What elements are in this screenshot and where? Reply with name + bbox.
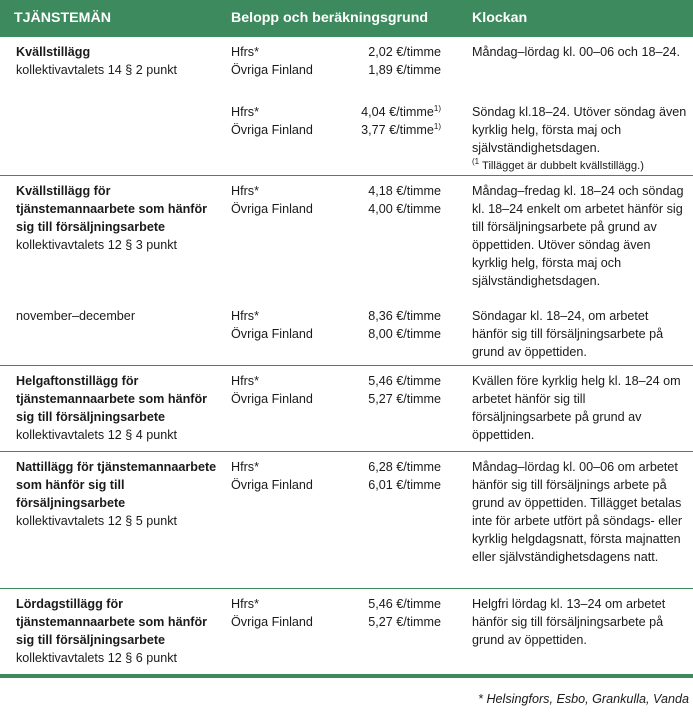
row-title: Nattillägg för tjänstemannaarbete som hänför sig till försäljningsarbete kollektivavtalets 12 § 5 punkt [16, 460, 217, 528]
amount-value: 8,00 €/timme [368, 327, 441, 341]
amount-value: 4,00 €/timme [368, 202, 441, 216]
time-text: Söndag kl.18–24. Utöver söndag även kyrklig helg, första maj och självständighetsdagen. [472, 105, 687, 155]
time-text: Helgfri lördag kl. 13–24 om arbetet hänför sig till försäljningsarbete på grund av öppettiden. [472, 597, 666, 647]
header-col-time: Klockan [472, 10, 528, 26]
amount-block [231, 182, 446, 218]
region-footnote: * Helsingfors, Esbo, Grankulla, Vanda [478, 692, 689, 706]
region-label: Övriga Finland [231, 478, 313, 492]
footnote-marker: 1) [433, 104, 441, 113]
footnote-marker: 1) [433, 122, 441, 131]
row-title: Helgaftonstillägg för tjänstemannaarbete som hänför sig till försäljningsarbete kollektivavtalets 12 § 4 punkt [16, 374, 208, 442]
amount-value: 6,28 €/timme [368, 460, 441, 474]
time-text: Måndag–lördag kl. 00–06 och 18–24. [472, 45, 680, 59]
region-label: Hfrs* [231, 374, 259, 388]
time-text: Måndag–fredag kl. 18–24 och söndag kl. 18–24 enkelt om arbetet hänför sig till försäljningsarbete på grund av öppettiden. Utöver söndag även kyrklig helg, första maj och självständighetsdagen. [472, 184, 684, 288]
region-label: Övriga Finland [231, 202, 313, 216]
table-row [0, 452, 693, 589]
amount-value: 5,27 €/timme [368, 392, 441, 406]
amount-block [231, 103, 446, 139]
amount-block [231, 372, 446, 408]
region-label: Hfrs* [231, 597, 259, 611]
time-cell [472, 103, 687, 175]
amount-block [231, 43, 446, 79]
region-label: Övriga Finland [231, 63, 313, 77]
amount-value: 4,04 €/timme [361, 105, 434, 119]
amount-block [231, 307, 446, 343]
amount-value: 5,46 €/timme [368, 374, 441, 388]
amount-value: 8,36 €/timme [368, 309, 441, 323]
amount-value: 5,27 €/timme [368, 615, 441, 629]
amount-value: 3,77 €/timme [361, 123, 434, 137]
region-label: Hfrs* [231, 460, 259, 474]
table-row [0, 37, 693, 176]
amount-value: 4,18 €/timme [368, 184, 441, 198]
amount-value: 2,02 €/timme [368, 45, 441, 59]
region-label: Hfrs* [231, 105, 259, 119]
region-label: Övriga Finland [231, 327, 313, 341]
period-label: november–december [16, 309, 136, 323]
region-label: Övriga Finland [231, 123, 313, 137]
table-bottom-rule [0, 674, 693, 678]
header-col-employees: TJÄNSTEMÄN [14, 10, 111, 26]
table-row [0, 176, 693, 366]
amount-block [231, 458, 446, 494]
time-text: Kvällen före kyrklig helg kl. 18–24 om arbetet hänför sig till försäljningsarbete på grund av öppettiden. [472, 374, 681, 442]
header-col-amount: Belopp och beräkningsgrund [231, 10, 429, 26]
amount-value: 5,46 €/timme [368, 597, 441, 611]
region-label: Hfrs* [231, 309, 259, 323]
region-label: Övriga Finland [231, 615, 313, 629]
row-title: Kvällstillägg för tjänstemannaarbete som hänför sig till försäljningsarbete kollektivavtalets 12 § 3 punkt [16, 184, 208, 252]
row-title: Lördagstillägg för tjänstemannaarbete som hänför sig till försäljningsarbete kollektivavtalets 12 § 6 punkt [16, 597, 208, 665]
table-row [0, 589, 693, 674]
region-label: Hfrs* [231, 184, 259, 198]
region-label: Hfrs* [231, 45, 259, 59]
double-note: $^{(1}$ Tillägget är dubbelt kvällstillägg.) [472, 157, 644, 172]
amount-value: 6,01 €/timme [368, 478, 441, 492]
amount-value: 1,89 €/timme [368, 63, 441, 77]
amount-block [231, 595, 446, 631]
table-row [0, 366, 693, 452]
time-text: Söndagar kl. 18–24, om arbetet hänför sig till försäljningsarbete på grund av öppettiden. [472, 309, 664, 359]
row-title: Kvällstillägg kollektivavtalets 14 § 2 punkt [16, 45, 178, 77]
table-header [0, 0, 693, 37]
time-text: Måndag–lördag kl. 00–06 om arbetet hänför sig till försäljnings arbete på grund av öppettiden. Tillägget betalas inte för arbete utfört på söndags- eller kyrklig helgdagsnatt, första majnatten eller självständighetsdagens natt. [472, 460, 683, 564]
region-label: Övriga Finland [231, 392, 313, 406]
